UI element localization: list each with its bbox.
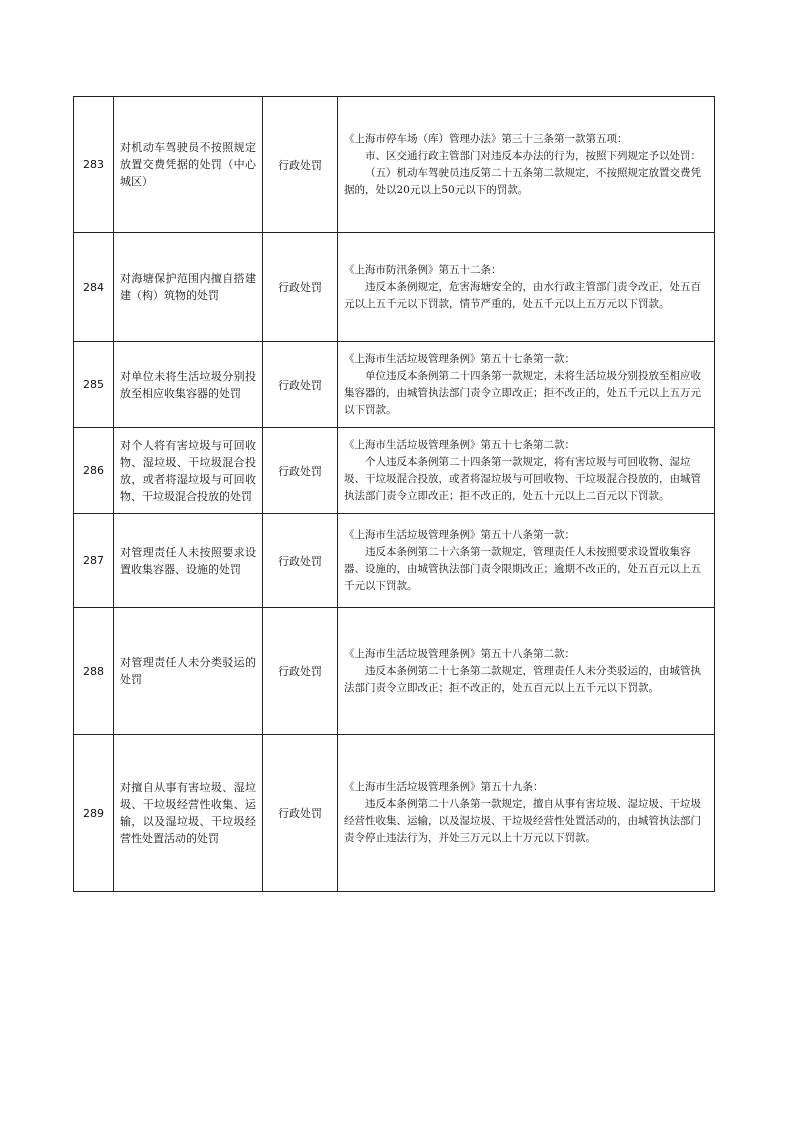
basis-paragraph: 违反本条例第二十八条第一款规定，擅自从事有害垃圾、湿垃圾、干垃圾经营性收集、运输，以及湿垃圾、干垃圾经营性处置活动的，由城管执法部门责令停止违法行为，并处三万元以上十万元以下罚款。 — [344, 798, 701, 844]
basis-source: 《上海市生活垃圾管理条例》第五十九条： — [344, 781, 544, 793]
legal-basis — [338, 608, 715, 735]
legal-basis — [338, 233, 715, 342]
legal-basis — [338, 735, 715, 892]
item-type: 行政处罚 — [263, 233, 338, 342]
legal-basis — [338, 514, 715, 608]
basis-paragraph: 市、区交通行政主管部门对违反本办法的行为，按照下列规定予以处罚： — [365, 149, 701, 162]
item-type: 行政处罚 — [263, 428, 338, 514]
table-row — [74, 608, 715, 735]
table-body — [74, 97, 715, 892]
basis-source: 《上海市生活垃圾管理条例》第五十八条第二款： — [344, 647, 575, 660]
item-type: 行政处罚 — [263, 608, 338, 735]
item-type: 行政处罚 — [263, 514, 338, 608]
item-name: 对海塘保护范围内擅自搭建建（构）筑物的处罚 — [114, 233, 263, 342]
basis-source: 《上海市生活垃圾管理条例》第五十八条第一款： — [344, 528, 575, 541]
legal-basis — [338, 428, 715, 514]
row-number: 284 — [74, 233, 114, 342]
basis-paragraph: 违反本条例规定，危害海塘安全的，由水行政主管部门责令改正，处五百元以上五千元以下罚款，情节严重的，处五千元以上五万元以下罚款。 — [344, 280, 701, 310]
row-number: 288 — [74, 608, 114, 735]
basis-paragraph: 违反本条例第二十六条第一款规定，管理责任人未按照要求设置收集容器、设施的，由城管执法部门责令限期改正；逾期不改正的，处五百元以上五千元以下罚款。 — [344, 545, 701, 592]
legal-basis — [338, 97, 715, 233]
item-name: 对单位未将生活垃圾分别投放至相应收集容器的处罚 — [114, 342, 263, 428]
basis-paragraph: 个人违反本条例第二十四条第一款规定，将有害垃圾与可回收物、湿垃圾、干垃圾混合投放，或者将湿垃圾与可回收物、干垃圾混合投放的，由城管执法部门责令立即改正；拒不改正的，处五十元以上二百元以下罚款。 — [344, 455, 701, 502]
penalty-table — [73, 96, 715, 892]
row-number: 285 — [74, 342, 114, 428]
table-row — [74, 428, 715, 514]
legal-basis — [338, 342, 715, 428]
table-row — [74, 735, 715, 892]
item-type: 行政处罚 — [263, 97, 338, 233]
basis-paragraph: 违反本条例第二十七条第二款规定，管理责任人未分类驳运的，由城管执法部门责令立即改正；拒不改正的，处五百元以上五千元以下罚款。 — [344, 664, 701, 694]
item-name: 对管理责任人未分类驳运的处罚 — [114, 608, 263, 735]
table-row — [74, 514, 715, 608]
row-number: 287 — [74, 514, 114, 608]
row-number: 289 — [74, 735, 114, 892]
basis-source: 《上海市生活垃圾管理条例》第五十七条第一款： — [344, 352, 575, 365]
item-name: 对个人将有害垃圾与可回收物、湿垃圾、干垃圾混合投放，或者将湿垃圾与可回收物、干垃圾混合投放的处罚 — [114, 428, 263, 514]
row-number: 286 — [74, 428, 114, 514]
basis-source: 《上海市停车场（库）管理办法》第三十三条第一款第五项： — [344, 132, 628, 145]
basis-paragraph: 单位违反本条例第二十四条第一款规定，未将生活垃圾分别投放至相应收集容器的，由城管执法部门责令立即改正；拒不改正的，处五千元以上五万元以下罚款。 — [344, 369, 701, 416]
item-name: 对机动车驾驶员不按照规定放置交费凭据的处罚（中心城区） — [114, 97, 263, 233]
row-number: 283 — [74, 97, 114, 233]
table-row — [74, 233, 715, 342]
item-type: 行政处罚 — [263, 342, 338, 428]
item-name: 对擅自从事有害垃圾、湿垃圾、干垃圾经营性收集、运输，以及湿垃圾、干垃圾经营性处置活动的处罚 — [114, 735, 263, 892]
table-row — [74, 342, 715, 428]
basis-source: 《上海市生活垃圾管理条例》第五十七条第二款： — [344, 438, 575, 451]
item-type: 行政处罚 — [263, 735, 338, 892]
basis-paragraph: （五）机动车驾驶员违反第二十五条第二款规定，不按照规定放置交费凭据的，处以20元以上50元以下的罚款。 — [344, 166, 701, 196]
basis-source: 《上海市防汛条例》第五十二条： — [344, 263, 502, 276]
table-row — [74, 97, 715, 233]
item-name: 对管理责任人未按照要求设置收集容器、设施的处罚 — [114, 514, 263, 608]
